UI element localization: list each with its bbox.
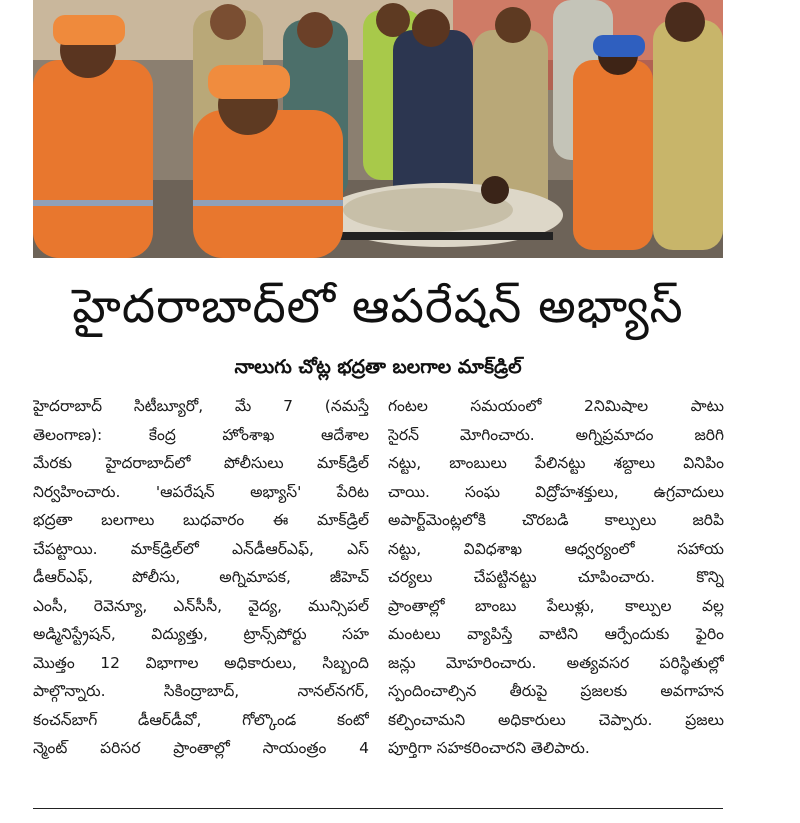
bottom-divider [33,808,723,809]
body-line: చాయి. సంఘ విద్రోహశక్తులు, ఉగ్రవాదులు [388,482,724,501]
body-line: పాల్గొన్నారు. సికింద్రాబాద్, నానల్‌నగర్, [33,682,369,700]
mock-drill-photo-illustration [33,0,723,258]
body-line: మొత్తం 12 విభాగాల అధికారులు, సిబ్బంది [33,653,369,672]
body-line: జన్లు మోహరించారు. అత్యవసర పరిస్థితుల్లో [388,653,724,672]
body-line: గంటల సమయంలో 2నిమిషాల పాటు [388,397,724,415]
body-line: పూర్తిగా సహకరించారని తెలిపారు. [388,739,590,757]
body-line: ఎంసీ, రెవెన్యూ, ఎన్‌సీసీ, వైద్య, మున్సిపల్ [33,596,369,615]
body-line: చేపట్టాయి. మాక్‌డ్రిల్‌లో ఎన్‌డీఆర్‌ఎఫ్, ఎస్ [33,539,369,558]
body-line: స్పందించాల్సిన తీరుపై ప్రజలకు అవగాహన [388,682,724,700]
body-line: డీఆర్‌ఎఫ్, పోలీసు, అగ్నిమాపక, జీహెచ్ [33,568,369,586]
body-line: భద్రతా బలగాలు బుధవారం ఈ మాక్‌డ్రిల్ [33,511,369,529]
body-line: కంచన్‌బాగ్ డీఆర్‌డీవో, గోల్కొండ కంటో [33,710,369,729]
body-line: తెలంగాణ): కేంద్ర హోంశాఖ ఆదేశాల [33,425,369,444]
body-line: మంటలు వ్యాపిస్తే వాటిని ఆర్పేందుకు ఫైరిం [388,625,724,643]
body-line: నట్టు, బాంబులు పేలినట్టు శబ్దాలు వినిపిం [388,454,724,472]
headline: హైదరాబాద్‌లో ఆపరేషన్ అభ్యాస్ [72,279,684,334]
article-column-right [388,392,724,792]
body-line: ప్రాంతాల్లో బాంబు పేలుళ్లు, కాల్పుల వల్ల [388,596,724,615]
body-line: నట్టు, వివిధశాఖ ఆధ్వర్యంలో సహాయ [388,539,724,558]
body-line: సైరన్ మోగించారు. అగ్నిప్రమాదం జరిగి [388,425,724,444]
body-line: మేరకు హైదరాబాద్‌లో పోలీసులు మాక్‌డ్రిల్ [33,454,369,472]
body-line: నిర్వహించారు. 'ఆపరేషన్ అభ్యాస్' పేరిట [33,482,369,501]
body-line: కల్పించామని అధికారులు చెప్పారు. ప్రజలు [388,710,724,729]
body-line: అడ్మినిస్ట్రేషన్, విద్యుత్తు, ట్రాన్స్‌పోర్టు సహ [33,625,369,643]
article-column-left [33,392,369,792]
body-line: అపార్ట్‌మెంట్లలోకి చొరబడి కాల్పులు జరిపి [388,511,724,529]
body-line: చర్యలు చేపట్టినట్టు చూపించారు. కొన్ని [388,568,724,586]
news-photo [33,0,723,258]
body-line: న్మెంట్ పరిసర ప్రాంతాల్లో సాయంత్రం 4 [33,739,369,757]
body-line: హైదరాబాద్ సిటీబ్యూరో, మే 7 (నమస్తే [33,397,369,415]
subheadline: నాలుగు చోట్ల భద్రతా బలగాల మాక్‌డ్రిల్ [234,356,522,378]
